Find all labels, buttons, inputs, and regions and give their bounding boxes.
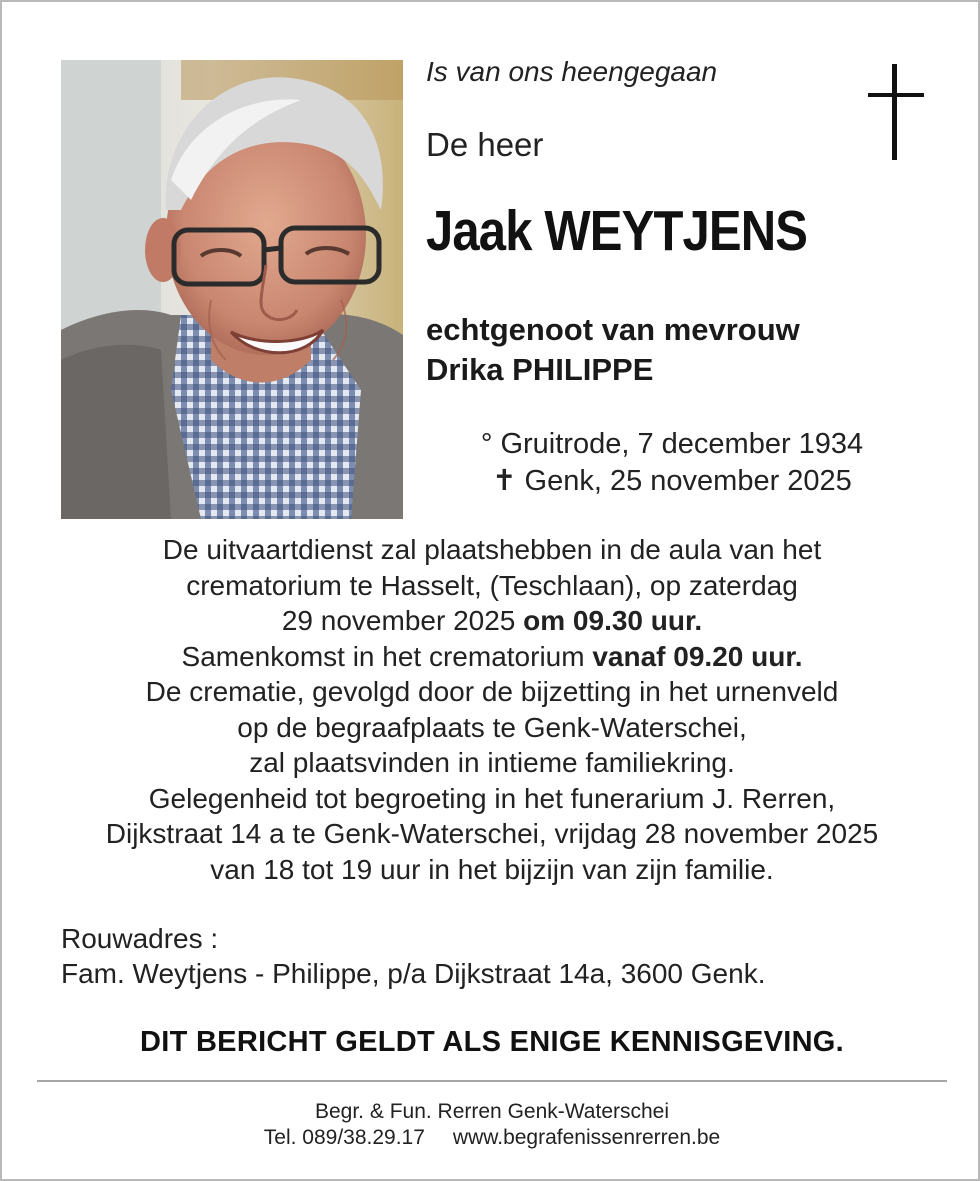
- service-date: 29 november 2025: [281, 605, 516, 636]
- service-line-8: Gelegenheid tot begroeting in het funerarium J. Rerren,: [148, 782, 836, 814]
- death-date: ✝ Genk, 25 november 2025: [492, 465, 852, 497]
- service-line-4: [22, 639, 962, 675]
- spouse-block: [426, 310, 800, 390]
- service-line-7: zal plaatsvinden in intieme familiekring.: [249, 747, 735, 778]
- birth-date: ° Gruitrode, 7 december 1934: [480, 428, 864, 460]
- gathering-time: vanaf 09.20 uur.: [592, 640, 803, 672]
- service-line-2: crematorium te Hasselt, (Teschlaan), op zaterdag: [186, 569, 798, 601]
- address-label: Rouwadres :: [61, 923, 219, 954]
- cross-icon: [866, 64, 926, 162]
- mourning-address: [61, 921, 765, 991]
- spouse-line-1: echtgenoot van mevrouw: [426, 312, 800, 347]
- service-line-10: van 18 tot 19 uur in het bijzijn van zijn familie.: [210, 853, 774, 885]
- portrait-photo: [61, 60, 403, 519]
- website-link[interactable]: www.begrafenissenrerren.be: [452, 1126, 721, 1149]
- service-time: om 09.30 uur.: [523, 605, 703, 636]
- address-value: Fam. Weytjens - Philippe, p/a Dijkstraat 14a, 3600 Genk.: [61, 958, 766, 989]
- service-details: [22, 532, 962, 887]
- company-name: Begr. & Fun. Rerren Genk-Waterschei: [314, 1100, 670, 1123]
- service-line-1: De uitvaartdienst zal plaatshebben in de aula van het: [162, 534, 822, 565]
- contact-line: [22, 1125, 962, 1151]
- service-line-5: De crematie, gevolgd door de bijzetting in het urnenveld: [145, 676, 839, 707]
- spouse-name: Drika PHILIPPE: [426, 352, 654, 387]
- footer-divider: [37, 1080, 947, 1082]
- gathering-text: Samenkomst in het crematorium: [181, 640, 585, 672]
- closing-notice: DIT BERICHT GELDT ALS ENIGE KENNISGEVING.: [139, 1026, 845, 1058]
- intro-text: Is van ons heengegaan: [426, 56, 718, 87]
- phone-number: Tel. 089/38.29.17: [263, 1126, 425, 1149]
- service-line-3: [22, 603, 962, 639]
- life-dates: [442, 426, 902, 500]
- honorific: De heer: [426, 126, 544, 163]
- service-line-6: op de begraafplaats te Genk-Waterschei,: [237, 711, 747, 743]
- funeral-home-footer: [22, 1099, 962, 1151]
- deceased-name: Jaak WEYTJENS: [426, 199, 808, 263]
- service-line-9: Dijkstraat 14 a te Genk-Waterschei, vrijdag 28 november 2025: [105, 818, 879, 849]
